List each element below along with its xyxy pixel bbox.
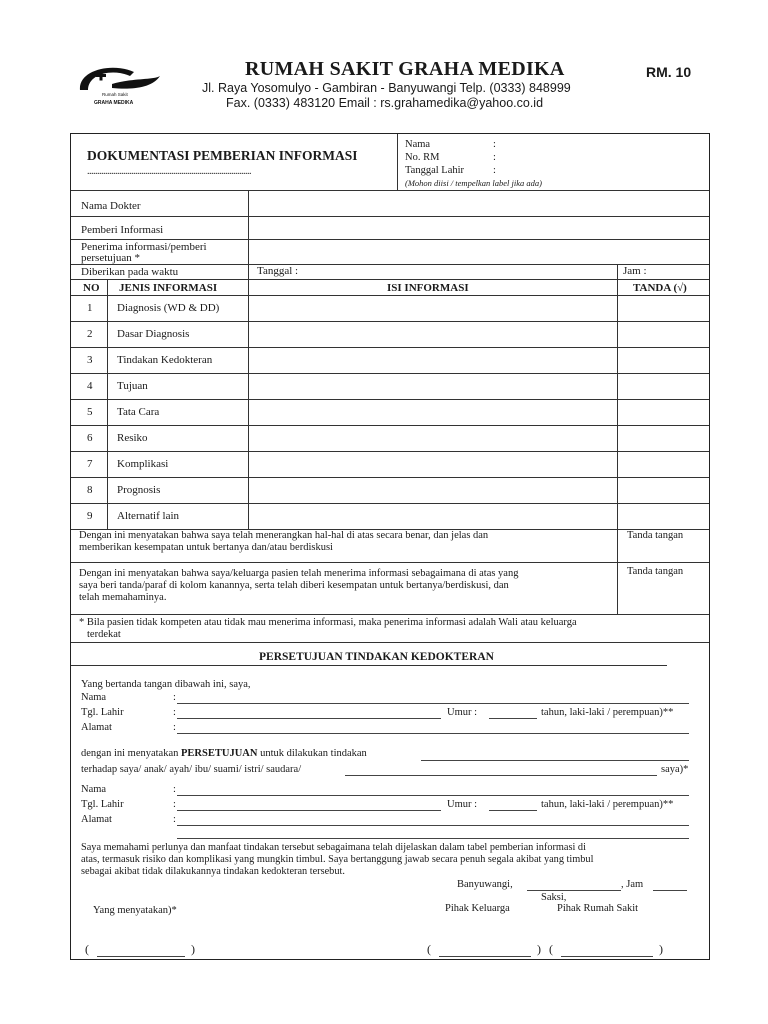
consenter-name-label: Nama	[81, 692, 107, 703]
address-line-1: Jl. Raya Yosomulyo - Gambiran - Banyuwangi Telp. (0333) 848999	[202, 81, 571, 95]
relationship-field[interactable]	[345, 775, 657, 776]
note-line-2: terdekat	[87, 629, 121, 640]
row-jenis-informasi: Diagnosis (WD & DD)	[117, 302, 220, 314]
address-line-2: Fax. (0333) 483120 Email : rs.grahamedika@yahoo.co.id	[226, 96, 544, 110]
row-number: 8	[87, 484, 93, 496]
patient-name-label-2: Nama	[81, 784, 107, 795]
col-jenis-header: JENIS INFORMASI	[119, 282, 218, 294]
row-number: 4	[87, 380, 93, 392]
consenter-name-field[interactable]	[177, 703, 689, 704]
patient-address-label: Alamat	[81, 814, 112, 825]
patient-name-label: Nama	[405, 139, 431, 150]
row-jenis-informasi: Dasar Diagnosis	[117, 328, 190, 340]
statement-doctor-line-1: Dengan ini menyatakan bahwa saya telah menerangkan hal-hal di atas secara benar, dan jelas dan	[79, 530, 489, 541]
hospital-signature-field[interactable]	[561, 956, 653, 957]
consenter-age-field[interactable]	[489, 718, 537, 719]
statement-patient-line-1: Dengan ini menyatakan bahwa saya/keluarga pasien telah menerima informasi sebagaimana di atas yang	[79, 568, 519, 579]
row-tanda-cell[interactable]	[618, 478, 708, 502]
row-tanda-cell[interactable]	[618, 400, 708, 424]
declarant-label: Yang menyatakan)*	[93, 905, 177, 916]
row-tanda-cell[interactable]	[618, 504, 708, 528]
given-at-label: Diberikan pada waktu	[81, 266, 179, 278]
col-isi-header: ISI INFORMASI	[387, 282, 469, 294]
statement-patient-line-2: saya beri tanda/paraf di kolom kanannya, serta telah diberi kesempatan untuk bertanya/berdiskusi, dan	[79, 580, 509, 591]
procedure-field[interactable]	[421, 760, 689, 761]
col-no-header: NO	[83, 282, 100, 294]
family-signature-field[interactable]	[439, 956, 531, 957]
row-number: 6	[87, 432, 93, 444]
hospital-witness-label: Pihak Rumah Sakit	[557, 903, 639, 914]
row-tanda-cell[interactable]	[618, 296, 708, 320]
patient-dob-label: Tanggal Lahir	[405, 165, 465, 176]
row-number: 5	[87, 406, 93, 418]
consenter-dob-field[interactable]	[177, 718, 441, 719]
sign-time-label: , Jam	[621, 879, 644, 890]
consent-para-1: Saya memahami perlunya dan manfaat tindakan tersebut sebagaimana telah dijelaskan dalam tabel pemberian informasi di	[81, 842, 586, 853]
statement-patient-line-3: telah memahaminya.	[79, 592, 167, 603]
row-isi-informasi-cell[interactable]	[249, 322, 616, 346]
recipient-label-2: persetujuan *	[81, 252, 140, 264]
patient-rm-label: No. RM	[405, 152, 440, 163]
patient-signature-label: Tanda tangan	[627, 566, 684, 577]
row-jenis-informasi: Tindakan Kedokteran	[117, 354, 213, 366]
row-isi-informasi-cell[interactable]	[249, 296, 616, 320]
row-isi-informasi-cell[interactable]	[249, 478, 616, 502]
consenter-dob-label: Tgl. Lahir	[81, 707, 124, 718]
consenter-age-label: Umur :	[447, 707, 478, 718]
patient-age-field[interactable]	[489, 810, 537, 811]
row-number: 1	[87, 302, 93, 314]
row-isi-informasi-cell[interactable]	[249, 348, 616, 372]
form-code: RM. 10	[646, 64, 692, 80]
patient-dob-label-2: Tgl. Lahir	[81, 799, 124, 810]
row-jenis-informasi: Tujuan	[117, 380, 148, 392]
consent-para-2: atas, termasuk risiko dan komplikasi yang mungkin timbul. Saya bertanggung jawab secara penuh segala akibat yang timbul	[81, 854, 594, 865]
form-frame: DOKUMENTASI PEMBERIAN INFORMASI .................................................................................. Nama No. RM Tanggal Lahir : : : (Mohon diisi / tempelkan label jika ada) Nama Dokter Pemberi Informasi Penerima informasi/pemberi persetujuan * Diberikan pada waktu Tanggal : Jam : NO JENIS INFORMASI ISI INFORMASI TANDA (√) 1 Diagnosis (WD & DD) 2 Dasar Diagnosis 3 Tindakan Kedokteran 4 Tujuan 5 Tata Cara 6 Resiko 7 Komplikasi 8 Prognosis 9 Alternatif lain Dengan ini menyatakan bahwa saya telah menerangkan hal-hal di atas secara benar, dan jelas dan memberikan kesempatan untuk bertanya dan/atau berdiskusi Tanda tangan Dengan ini menyatakan bahwa saya/keluarga pasien telah menerima informasi sebagaimana di atas yang saya beri tanda/paraf di kolom kanannya, serta telah diberi kesempatan untuk bertanya/berdiskusi, dan telah memahaminya. Tanda tangan * Bila pasien tidak kompeten atau tidak mau menerima informasi, maka penerima informasi adalah Wali atau keluarga terdekat PERSETUJUAN TINDAKAN KEDOKTERAN Yang bertanda tangan dibawah ini, saya, Nama : Tgl. Lahir : Umur : tahun, laki-laki / perempuan)** Alamat : dengan ini menyatakan PERSETUJUAN untuk dilakukan tindakan terhadap saya/ anak/ ayah/ ibu/ suami/ istri/ saudara/ saya)* Nama : Tgl. Lahir : Umur : tahun, laki-laki / perempuan)** Alamat : Saya memahami perlunya dan manfaat tindakan tersebut sebagaimana telah dijelaskan dalam tabel pemberian informasi di atas, termasuk risiko dan komplikasi yang mungkin timbul. Saya bertanggung jawab secara penuh segala akibat yang timbul sebagai akibat tidak dilakukannya tindakan kedokteran tersebut. Banyuwangi, , Jam Saksi, Yang menyatakan)* Pihak Keluarga Pihak Rumah Sakit ( ) ( ) ( )	[70, 133, 710, 960]
row-isi-informasi-cell[interactable]	[249, 374, 616, 398]
row-tanda-cell[interactable]	[618, 452, 708, 476]
logo-text-brand: GRAHA MEDIKA	[94, 100, 134, 106]
row-jenis-informasi: Prognosis	[117, 484, 161, 496]
consent-intro: Yang bertanda tangan dibawah ini, saya,	[81, 679, 251, 690]
time-label: Jam :	[623, 265, 647, 277]
sign-date-field[interactable]	[527, 890, 621, 891]
row-tanda-cell[interactable]	[618, 374, 708, 398]
witness-label: Saksi,	[541, 892, 567, 903]
row-number: 7	[87, 458, 93, 470]
note-line-1: * Bila pasien tidak kompeten atau tidak mau menerima informasi, maka penerima informasi adalah Wali atau keluarga	[79, 617, 577, 628]
recipient-label-1: Penerima informasi/pemberi	[81, 241, 207, 253]
family-witness-label: Pihak Keluarga	[445, 903, 510, 914]
statement-doctor-line-2: memberikan kesempatan untuk bertanya dan/atau berdiskusi	[79, 542, 333, 553]
row-jenis-informasi: Alternatif lain	[117, 510, 180, 522]
patient-dob-field[interactable]	[177, 810, 441, 811]
hospital-logo	[72, 60, 162, 112]
doc-title-dotted-line: ..................................................................................	[87, 166, 251, 177]
consent-statement: dengan ini menyatakan PERSETUJUAN untuk dilakukan tindakan	[81, 748, 367, 759]
row-tanda-cell[interactable]	[618, 348, 708, 372]
doc-title: DOKUMENTASI PEMBERIAN INFORMASI	[87, 148, 358, 163]
sign-time-field[interactable]	[653, 890, 687, 891]
row-tanda-cell[interactable]	[618, 322, 708, 346]
place-label: Banyuwangi,	[457, 879, 513, 890]
informant-label: Pemberi Informasi	[81, 224, 164, 236]
row-isi-informasi-cell[interactable]	[249, 504, 616, 528]
consenter-address-field[interactable]	[177, 733, 689, 734]
col-tanda-header: TANDA (√)	[633, 282, 687, 294]
hospital-name: RUMAH SAKIT GRAHA MEDIKA	[245, 58, 565, 80]
declarant-signature-field[interactable]	[97, 956, 185, 957]
row-isi-informasi-cell[interactable]	[249, 426, 616, 450]
patient-address-field[interactable]	[177, 825, 689, 826]
doctor-signature-label: Tanda tangan	[627, 530, 684, 541]
patient-age-label: Umur :	[447, 799, 478, 810]
row-jenis-informasi: Komplikasi	[117, 458, 169, 470]
doctor-name-label: Nama Dokter	[81, 200, 141, 212]
consenter-gender-label: tahun, laki-laki / perempuan)**	[541, 707, 674, 718]
row-number: 9	[87, 510, 93, 522]
logo-text-small: Rumah Sakit	[102, 92, 128, 97]
row-number: 3	[87, 354, 93, 366]
row-number: 2	[87, 328, 93, 340]
patient-address-field-2[interactable]	[177, 838, 689, 839]
row-isi-informasi-cell[interactable]	[249, 400, 616, 424]
relationship-label: terhadap saya/ anak/ ayah/ ibu/ suami/ istri/ saudara/	[81, 764, 302, 775]
consenter-address-label: Alamat	[81, 722, 112, 733]
label-note: (Mohon diisi / tempelkan label jika ada)	[405, 178, 542, 188]
consent-title: PERSETUJUAN TINDAKAN KEDOKTERAN	[259, 651, 494, 663]
row-jenis-informasi: Resiko	[117, 432, 148, 444]
patient-gender-label: tahun, laki-laki / perempuan)**	[541, 799, 674, 810]
patient-name-field[interactable]	[177, 795, 689, 796]
row-jenis-informasi: Tata Cara	[117, 406, 160, 418]
consent-para-3: sebagai akibat tidak dilakukannya tindakan kedokteran tersebut.	[81, 866, 345, 877]
row-isi-informasi-cell[interactable]	[249, 452, 616, 476]
date-label: Tanggal :	[257, 265, 299, 277]
row-tanda-cell[interactable]	[618, 426, 708, 450]
